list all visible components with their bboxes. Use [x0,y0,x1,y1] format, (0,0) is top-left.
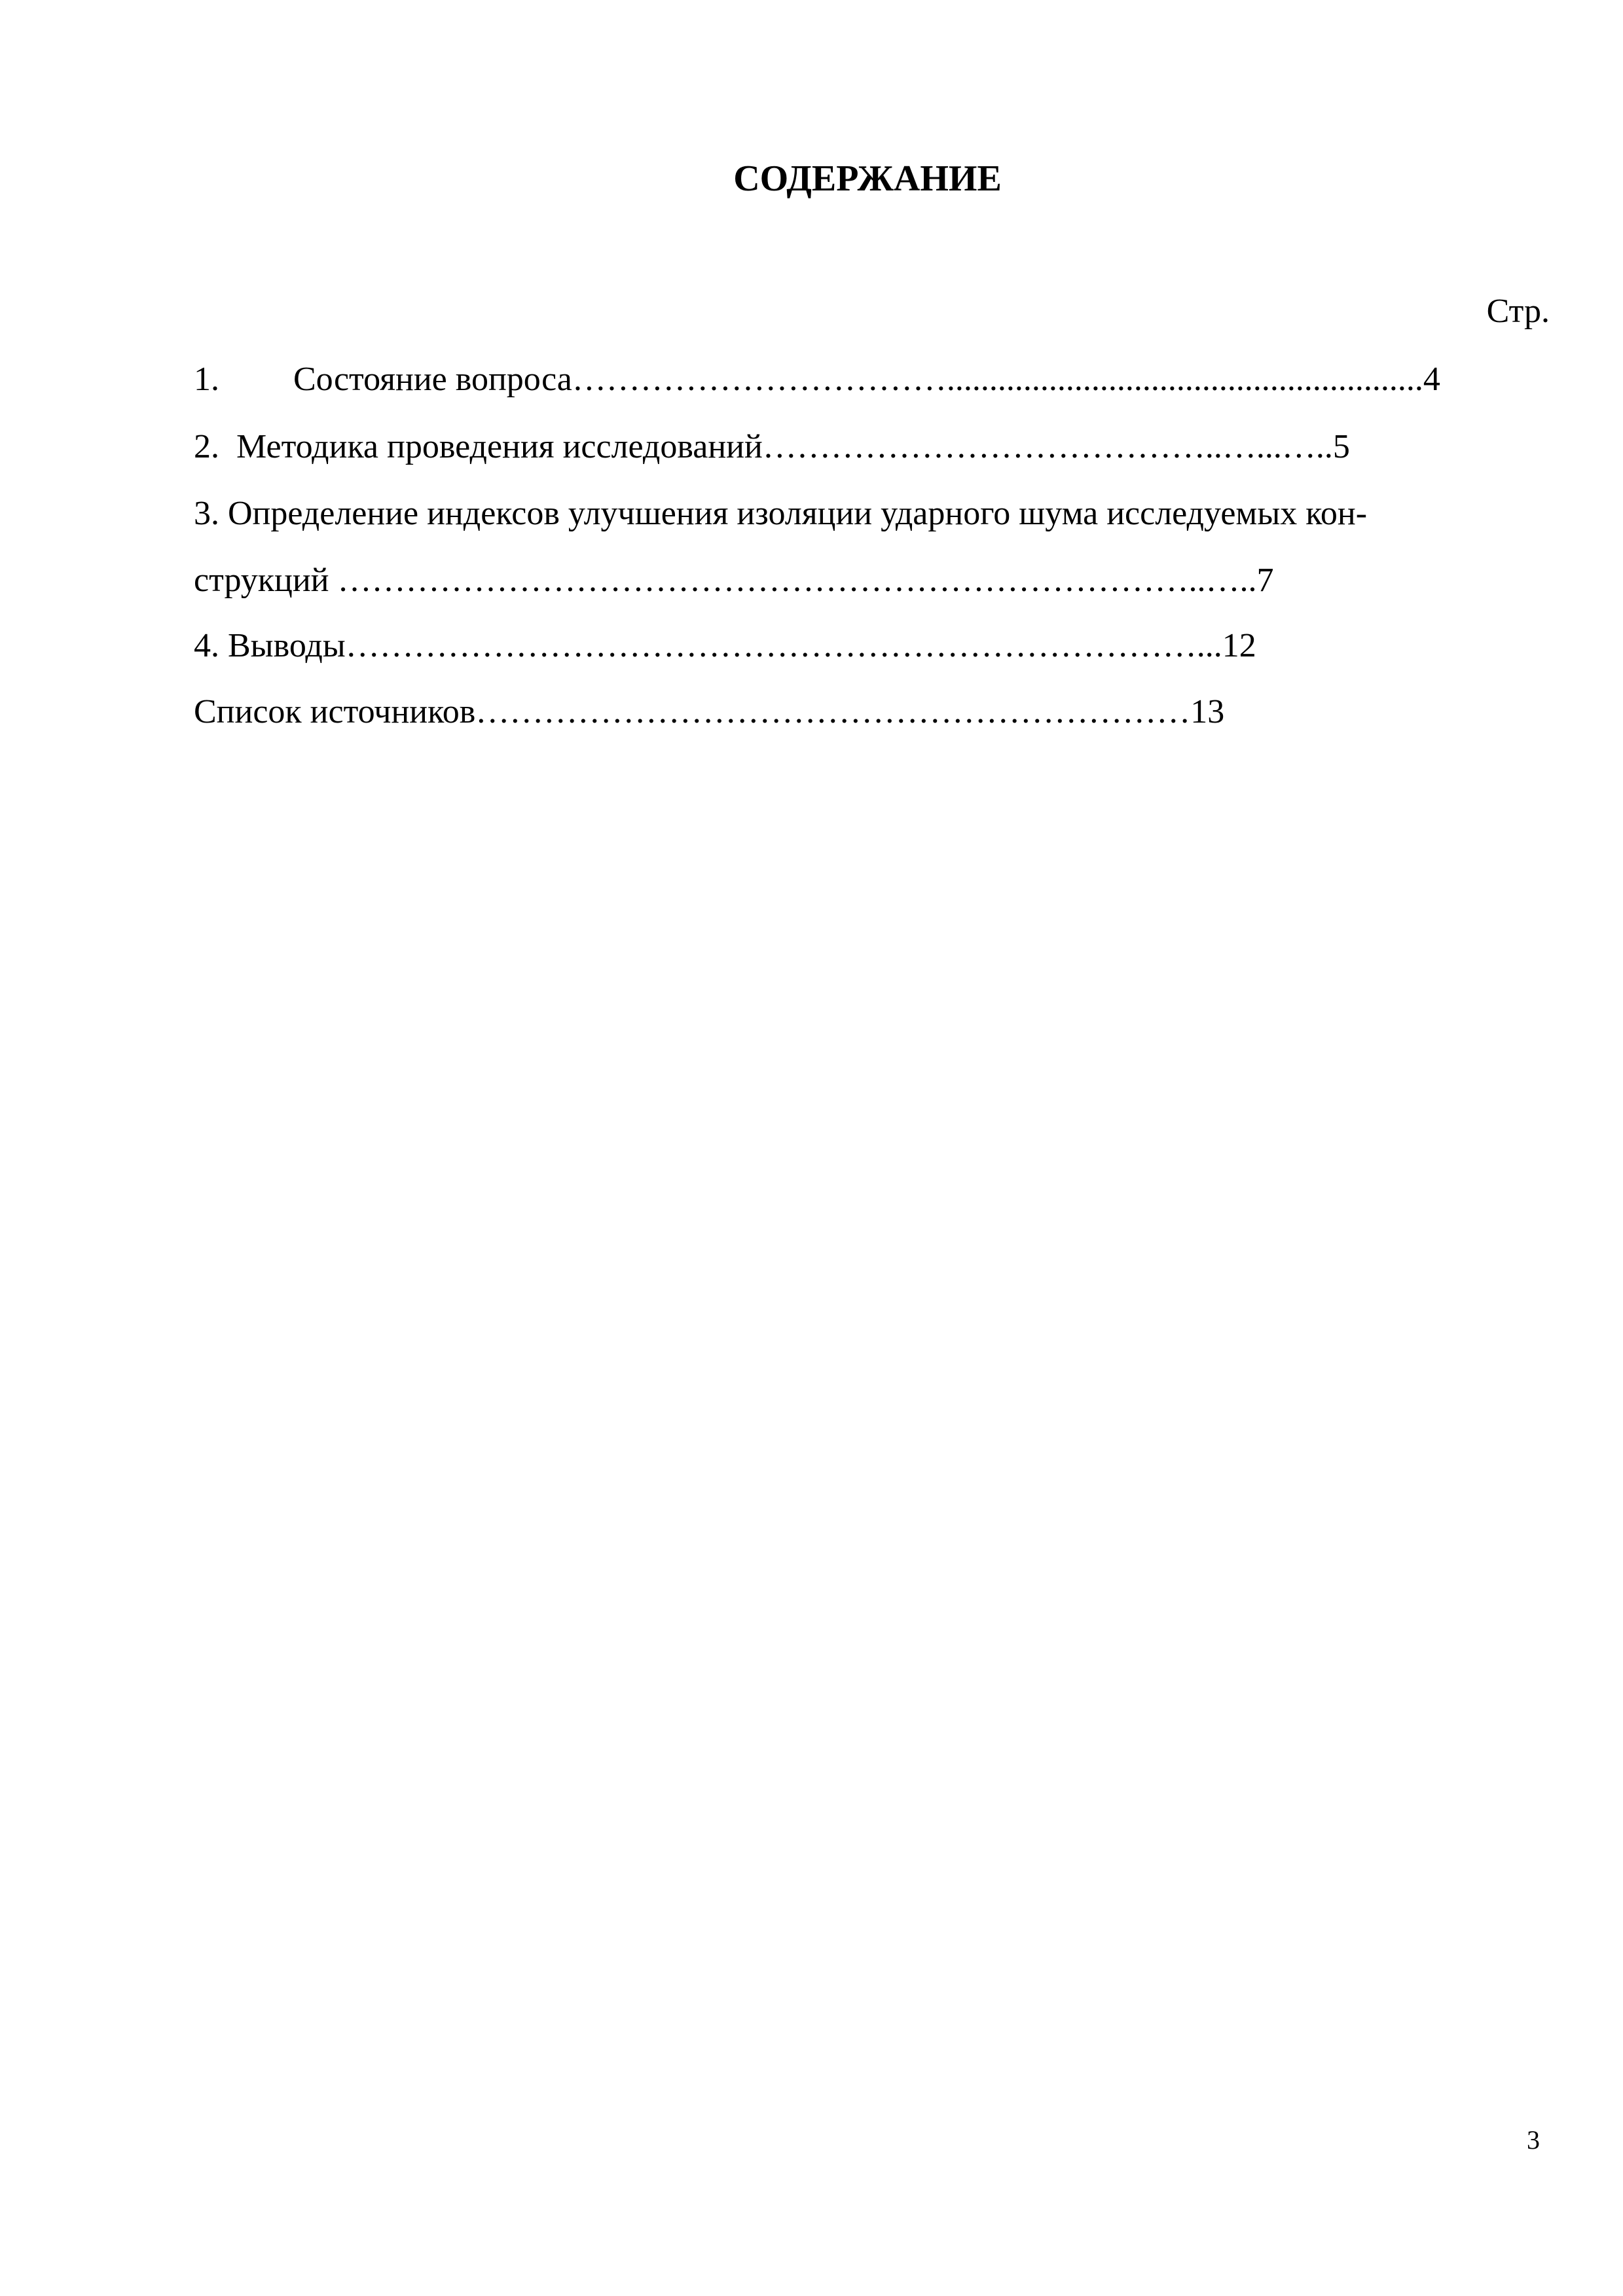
toc-entry-2 [194,424,1350,470]
toc-entry-text: Список источников………………………………………………………13 [194,693,1225,730]
toc-entry-3 [194,491,1367,537]
toc-entry-text: Состояние вопроса……………………………........................................................4 [293,361,1440,398]
toc-entry-number: 2. [194,428,219,465]
page-number: 3 [1527,2125,1540,2155]
toc-entry-text: 3. Определение индексов улучшения изоляции ударного шума исследуемых кон- [194,495,1368,532]
toc-entry-4 [194,623,1256,669]
toc-entry-text: 4. Выводы…………………………………………………………………...12 [194,627,1256,664]
toc-entry-number: 1. [194,361,219,398]
toc-entry-sources [194,689,1224,735]
toc-entry-text: Методика проведения исследований…………………………………..…...…..5 [236,428,1350,465]
toc-entry-text: струкций …………………………………………………………………..…..7 [194,562,1274,599]
toc-entry-1 [194,357,1440,403]
page-title: СОДЕРЖАНИЕ [733,158,1002,199]
page-column-label: Стр. [1486,293,1550,330]
toc-entry-3-continuation [194,558,1274,603]
